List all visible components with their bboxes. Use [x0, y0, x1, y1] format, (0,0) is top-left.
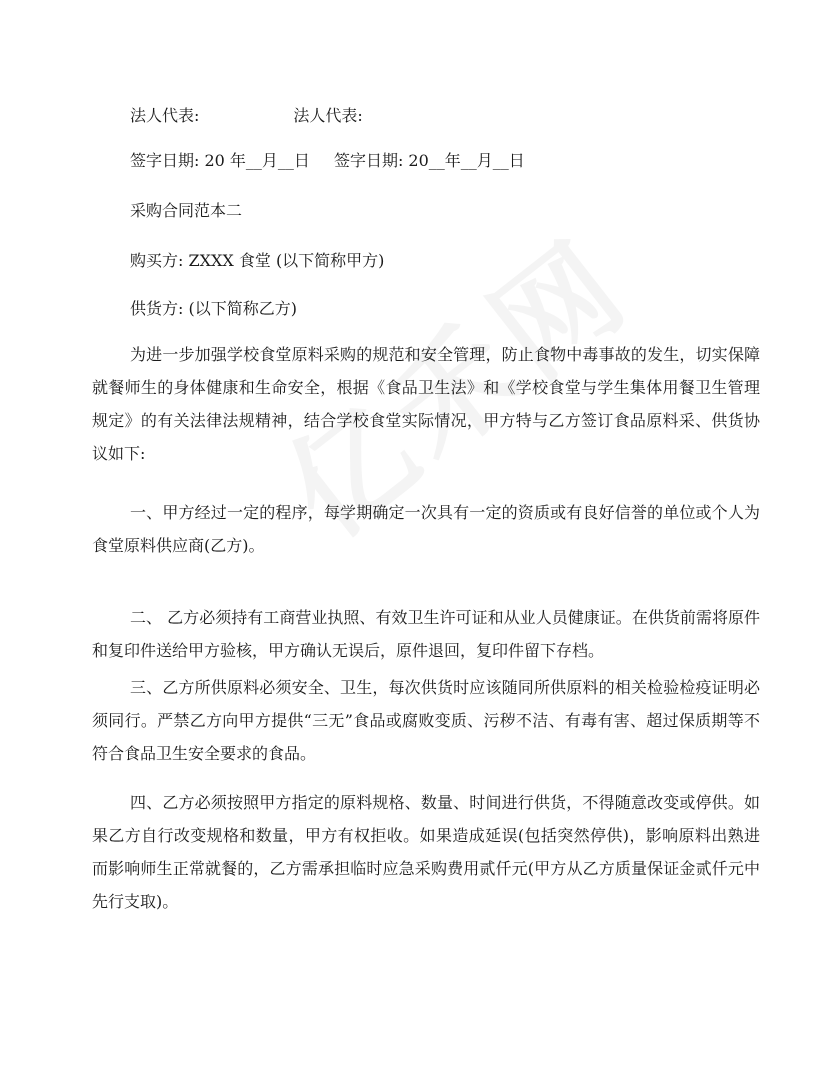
signature-date-row	[130, 150, 525, 172]
contract-heading: 采购合同范本二	[130, 201, 243, 220]
legal-rep-a-label: 法人代表:	[130, 106, 200, 125]
supplier-line: 供货方: (以下简称乙方)	[130, 299, 297, 318]
contract-paragraph-2: 二、 乙方必须持有工商营业执照、有效卫生许可证和从业人员健康证。在供货前需将原件和复印件送给甲方验核，甲方确认无误后，原件退回，复印件留下存档。	[92, 608, 760, 660]
contract-paragraph-3: 三、乙方所供原料必须安全、卫生，每次供货时应该随同所供原料的相关检验检疫证明必须同行。严禁乙方向甲方提供“三无”食品或腐败变质、污秽不洁、有毒有害、超过保质期等不符合食品卫生安全要求的食品。	[92, 678, 760, 763]
signature-legal-rep-row	[130, 105, 363, 127]
contract-paragraph-4: 四、乙方必须按照甲方指定的原料规格、数量、时间进行供货，不得随意改变或停供。如果乙方自行改变规格和数量，甲方有权拒收。如果造成延误(包括突然停供)，影响原料出熟进而影响师生正常就餐的，乙方需承担临时应急采购费用贰仟元(甲方从乙方质量保证金贰仟元中先行支取)。	[92, 793, 760, 911]
contract-paragraph-intro: 为进一步加强学校食堂原料采购的规范和安全管理，防止食物中毒事故的发生，切实保障就餐师生的身体健康和生命安全，根据《食品卫生法》和《学校食堂与学生集体用餐卫生管理规定》的有关法律法规精神，结合学校食堂实际情况，甲方特与乙方签订食品原料采、供货协议如下:	[92, 345, 760, 463]
sign-date-a-label: 签字日期: 20 年__月__日	[130, 151, 310, 170]
legal-rep-b-label: 法人代表:	[293, 106, 363, 125]
buyer-line: 购买方: ZXXX 食堂 (以下简称甲方)	[130, 251, 385, 270]
sign-date-b-label: 签字日期: 20__年__月__日	[333, 151, 525, 170]
contract-paragraph-1: 一、甲方经过一定的程序，每学期确定一次具有一定的资质或有良好信誉的单位或个人为食堂原料供应商(乙方)。	[92, 503, 760, 555]
